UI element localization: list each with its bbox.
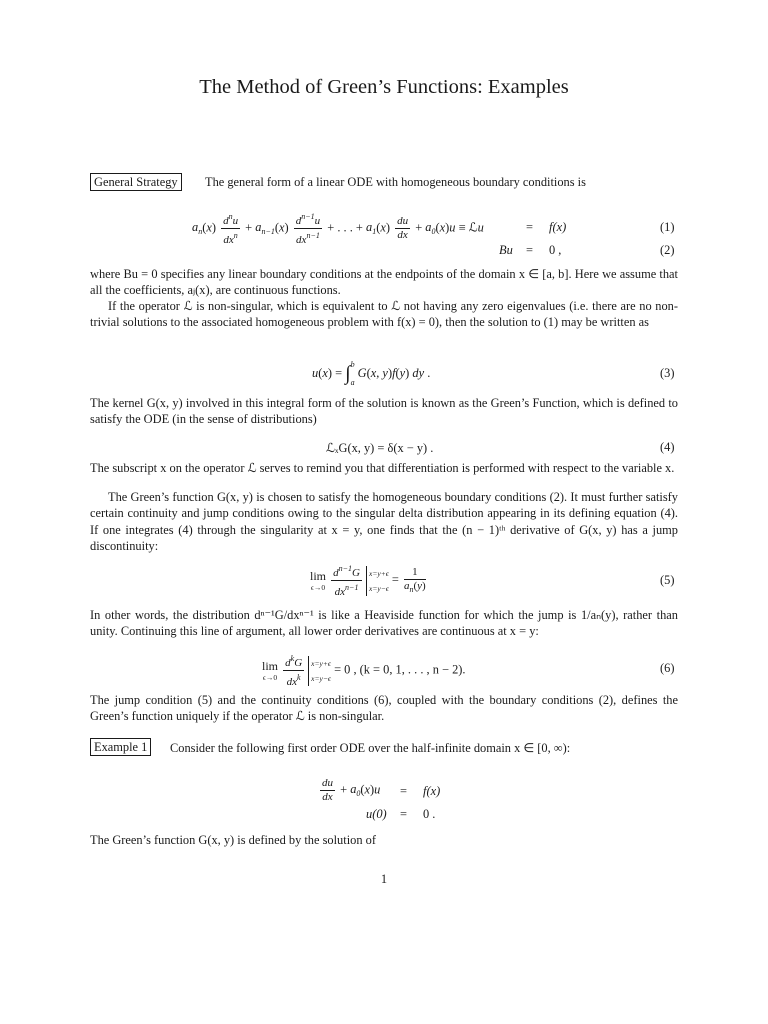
equation-3-number: (3)	[660, 366, 675, 380]
example-1-equation-b-rhs: 0 .	[423, 807, 436, 821]
equation-6-number: (6)	[660, 661, 675, 675]
equation-1-rhs-text: f(x)	[549, 220, 567, 234]
paragraph-greens-definition: The Green’s function G(x, y) is defined by the solution of	[90, 833, 376, 847]
equation-1-number: (1)	[660, 220, 675, 234]
equation-2-number: (2)	[660, 243, 675, 257]
equation-3: u(x) = ∫b aG(x, y)f(y) dy .	[312, 360, 431, 387]
paragraph-uniqueness: The jump condition (5) and the continuity conditions (6), coupled with the boundary conditions (2), defines the Green’s function uniquely if the operator ℒ is non-singular.	[90, 693, 678, 724]
equals-sign-1: =	[526, 220, 533, 234]
page-number: 1	[380, 872, 388, 886]
paragraph-subscript: The subscript x on the operator ℒ serves to remind you that differentiation is performed with respect to the variable x.	[90, 461, 675, 475]
equation-6-tail: = 0 , (k = 0, 1, . . . , n − 2).	[334, 662, 466, 677]
equation-5: lim ϵ→0 $\frac{d^{n-1}G}{dx^{n-1}}$ x=y+ϵ x=y−ϵ = $\frac{1}{a_n(y)}$	[310, 564, 426, 598]
equation-2-rhs: 0 ,	[549, 243, 562, 257]
example-1-lead: Consider the following first order ODE over the half-infinite domain x ∈ [0, ∞):	[170, 741, 571, 755]
example-1-equation-a: $\frac{du}{dx}$ + $a_0(x)u$	[322, 777, 381, 803]
example-1-equation-a-rhs	[423, 784, 440, 799]
equation-2-lhs-text: Bu	[499, 243, 513, 257]
equation-1: $a_n(x)$ $\frac{d^nu}{dx^n}$ + $a_{n-1}(x)$ $\frac{d^{n-1}u}{dx^{n-1}}$ + . . . + $a_1(x)$ $\frac{du}{dx}$ + $a_0(x)u$ ≡ ℒu	[192, 212, 484, 246]
paragraph-non-singular: If the operator ℒ is non-singular, which is equivalent to ℒ not having any zero eigenvalues (i.e. there are no non-trivial solutions to the associated homogeneous problem with f(x) = 0), then the solution to (1) may be written as	[90, 299, 678, 330]
general-strategy-label: General Strategy	[90, 173, 182, 191]
example-1-equation-b-lhs-text: u(0)	[366, 807, 387, 821]
equation-6: lim ϵ→0 $\frac{d^kG}{dx^k}$ x=y+ϵ x=y−ϵ = 0 , (k = 0, 1, . . . , n − 2).	[262, 654, 466, 688]
equation-5-number: (5)	[660, 573, 675, 587]
equation-4-number: (4)	[660, 440, 675, 454]
example-1-equation-a-rhs-text: f(x)	[423, 784, 441, 798]
equals-sign-2: =	[526, 243, 533, 257]
equation-1-rhs	[549, 220, 566, 235]
equation-4: ℒₓG(x, y) = δ(x − y) .	[326, 441, 434, 455]
example-1-label: Example 1	[90, 738, 151, 756]
paragraph-jump-conditions: The Green’s function G(x, y) is chosen to satisfy the homogeneous boundary conditions (2). It must further satisfy certain continuity and jump conditions owing to the singular delta distribution appearing in its defining equation (4). If one integrates (4) through the singularity at x = y, one finds that the (n − 1)ᵗʰ derivative of G(x, y) has a jump discontinuity:	[90, 490, 678, 554]
page-title: The Method of Green’s Functions: Examples	[199, 76, 569, 98]
paragraph-kernel: The kernel G(x, y) involved in this integral form of the solution is known as the Green’s Function, which is defined to satisfy the ODE (in the sense of distributions)	[90, 396, 678, 427]
paragraph-heaviside: In other words, the distribution dⁿ⁻¹G/dxⁿ⁻¹ is like a Heaviside function for which the jump is 1/aₙ(y), rather than unity. Continuing this line of argument, all lower order derivatives are continuous at x = y:	[90, 608, 678, 639]
example-1-equals-a: =	[400, 784, 407, 798]
equation-2-lhs	[499, 243, 513, 258]
example-1-equals-b: =	[400, 807, 407, 821]
general-strategy-lead: The general form of a linear ODE with homogeneous boundary conditions is	[205, 175, 586, 189]
paragraph-boundary-conditions: where Bu = 0 specifies any linear boundary conditions at the endpoints of the domain x ∈ [a, b]. Here we assume that all the coefficients, aⱼ(x), are continuous functions.	[90, 267, 678, 298]
example-1-equation-b-lhs	[366, 807, 387, 822]
